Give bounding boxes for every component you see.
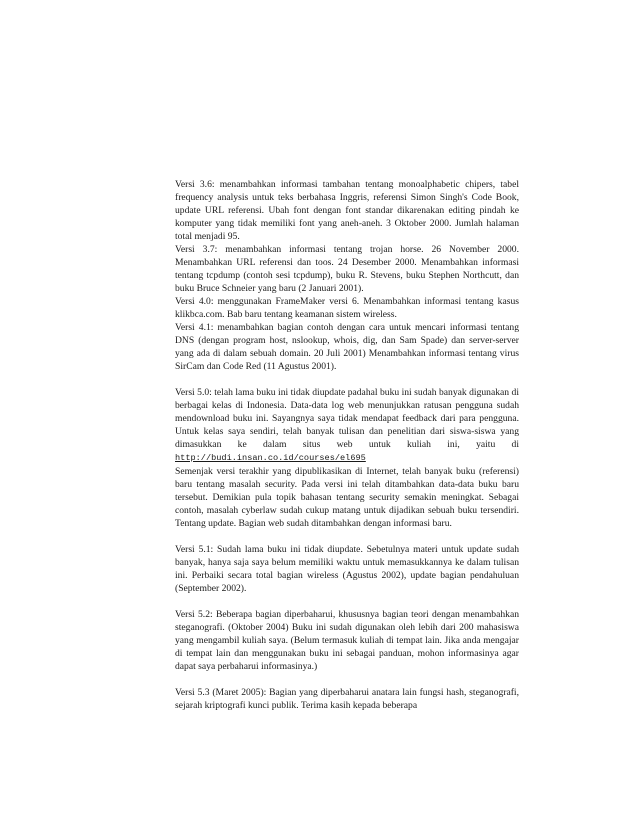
paragraph-v41: Versi 4.1: menambahkan bagian contoh dengan cara untuk mencari informasi tentang DNS (dengan program host, nslookup, whois, dig, dan Sam Spade) dan server-server yang ada di dalam sebuah domain. 20 Juli 2001) Menambahkan informasi tentang virus SirCam dan Code Red (11 Agustus 2001). xyxy=(175,322,519,372)
paragraph-v52: Versi 5.2: Beberapa bagian diperbaharui, khususnya bagian teori dengan menambahkan steganografi. (Oktober 2004) Buku ini sudah digunakan oleh lebih dari 200 mahasiswa yang mengambil kuliah saya. (Belum termasuk kuliah di tempat lain. Jika anda mengajar di tempat lain dan menggunakan buku ini sebagai panduan, mohon informasinya agar dapat saya perbaharui informasinya.) xyxy=(175,609,519,672)
version-history-text xyxy=(175,178,519,712)
paragraph-v50-continued: Semenjak versi terakhir yang dipublikasikan di Internet, telah banyak buku (referensi) baru tentang masalah security. Pada versi ini telah ditambahkan data-data buku baru tersebut. Demikian pula topik bahasan tentang security semakin meningkat. Sebagai contoh, masalah cyberlaw sudah cukup matang untuk dijadikan sebuah buku tersendiri. Tentang update. Bagian web sudah ditambahkan dengan informasi baru. xyxy=(175,466,519,529)
paragraph-v36: Versi 3.6: menambahkan informasi tambahan tentang monoalphabetic chipers, tabel frequency analysis untuk teks berbahasa Inggris, referensi Simon Singh's Code Book, update URL referensi. Ubah font dengan font standar dikarenakan editing pindah ke komputer yang tidak memiliki font yang aneh-aneh. 3 Oktober 2000. Jumlah halaman total menjadi 95. xyxy=(175,179,519,242)
paragraph-v37: Versi 3.7: menambahkan informasi tentang trojan horse. 26 November 2000. Menambahkan URL referensi dan toos. 24 Desember 2000. Menambahkan informasi tentang tcpdump (contoh sesi tcpdump), buku R. Stevens, buku Stephen Northcutt, dan buku Bruce Schneier yang baru (2 Januari 2001). xyxy=(175,244,519,294)
paragraph-v40: Versi 4.0: menggunakan FrameMaker versi 6. Menambahkan informasi tentang kasus klikbca.com. Bab baru tentang keamanan sistem wireless. xyxy=(175,296,519,320)
paragraph-v50 xyxy=(175,386,519,465)
course-url-link[interactable]: http://budi.insan.co.id/courses/el695 xyxy=(175,453,366,463)
paragraph-v51: Versi 5.1: Sudah lama buku ini tidak diupdate. Sebetulnya materi untuk update sudah banyak, hanya saja saya belum memiliki waktu untuk memasukkannya ke dalam tulisan ini. Perbaiki secara total bagian wireless (Agustus 2002), update bagian pendahuluan (September 2002). xyxy=(175,544,519,594)
paragraph-v53: Versi 5.3 (Maret 2005): Bagian yang diperbaharui anatara lain fungsi hash, steganografi, sejarah kriptografi kunci publik. Terima kasih kepada beberapa xyxy=(175,687,519,711)
paragraph-v50-text: Versi 5.0: telah lama buku ini tidak diupdate padahal buku ini sudah banyak digunakan di berbagai kelas di Indonesia. Data-data log web menunjukkan ratusan pengguna sudah mendownload buku ini. Sayangnya saya tidak mendapat feedback dari para pengguna. Untuk kelas saya sendiri, telah banyak tulisan dan penelitian dari siswa-siswa yang dimasukkan ke dalam situs web untuk kuliah ini, yaitu di xyxy=(175,387,519,450)
